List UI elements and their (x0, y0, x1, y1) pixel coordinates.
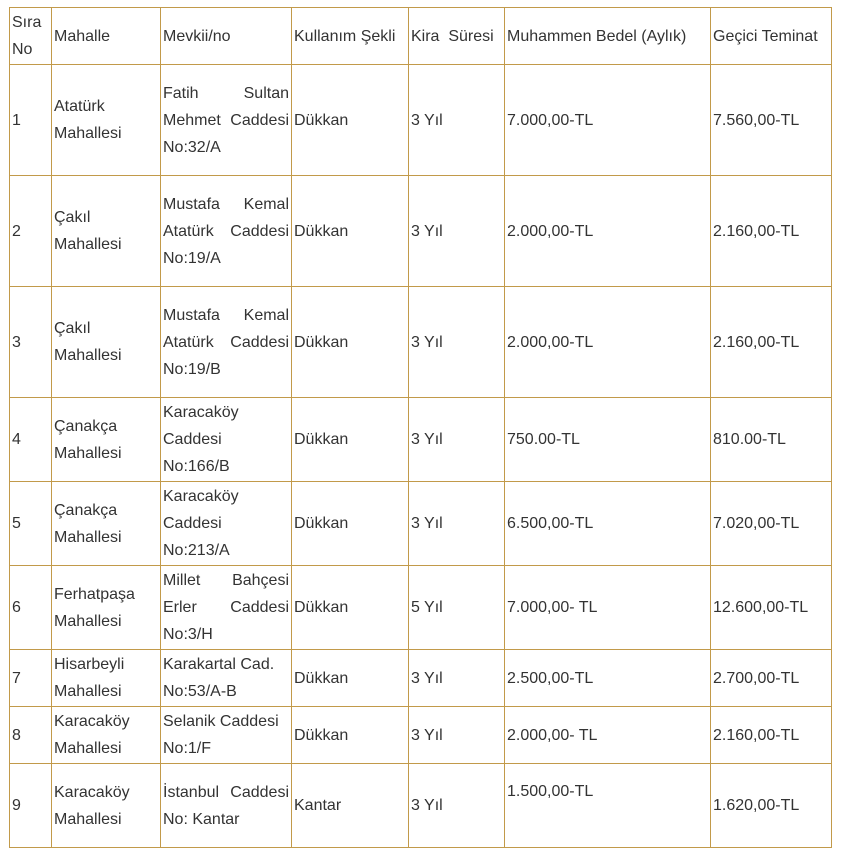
cell-muhammen-bedel: 1.500,00-TL (505, 764, 711, 848)
cell-kullanim-sekli: Dükkan (292, 566, 409, 650)
cell-sira-no: 6 (10, 566, 52, 650)
cell-sira-no: 7 (10, 650, 52, 707)
cell-gecici-teminat: 810.00-TL (711, 398, 832, 482)
cell-mevkii: Mustafa Kemal Atatürk Caddesi No:19/B (161, 287, 292, 398)
cell-kira-suresi: 3 Yıl (409, 65, 505, 176)
cell-kira-suresi: 3 Yıl (409, 287, 505, 398)
cell-kullanim-sekli: Dükkan (292, 650, 409, 707)
cell-kullanim-sekli: Dükkan (292, 707, 409, 764)
cell-muhammen-bedel: 750.00-TL (505, 398, 711, 482)
table-row (10, 287, 832, 398)
cell-kullanim-sekli: Dükkan (292, 176, 409, 287)
cell-gecici-teminat: 1.620,00-TL (711, 764, 832, 848)
header-cell-mevkii: Mevkii/no (161, 8, 292, 65)
cell-mevkii: Karacaköy Caddesi No:166/B (161, 398, 292, 482)
cell-muhammen-bedel: 7.000,00-TL (505, 65, 711, 176)
cell-mahalle: Ferhatpaşa Mahallesi (52, 566, 161, 650)
header-cell-sira-no: Sıra No (10, 8, 52, 65)
cell-sira-no: 9 (10, 764, 52, 848)
cell-kira-suresi: 3 Yıl (409, 707, 505, 764)
cell-muhammen-bedel: 2.000,00-TL (505, 287, 711, 398)
cell-kullanim-sekli: Dükkan (292, 65, 409, 176)
cell-sira-no: 8 (10, 707, 52, 764)
header-cell-muhammen-bedel: Muhammen Bedel (Aylık) (505, 8, 711, 65)
cell-gecici-teminat: 7.560,00-TL (711, 65, 832, 176)
table-row (10, 650, 832, 707)
header-cell-kira-suresi: Kira Süresi (409, 8, 505, 65)
cell-kira-suresi: 3 Yıl (409, 176, 505, 287)
cell-kira-suresi: 3 Yıl (409, 482, 505, 566)
cell-kira-suresi: 3 Yıl (409, 398, 505, 482)
cell-muhammen-bedel: 2.500,00-TL (505, 650, 711, 707)
cell-sira-no: 1 (10, 65, 52, 176)
cell-mahalle: Hisarbeyli Mahallesi (52, 650, 161, 707)
cell-mahalle: Atatürk Mahallesi (52, 65, 161, 176)
cell-kira-suresi: 3 Yıl (409, 650, 505, 707)
table-row (10, 65, 832, 176)
table-row (10, 764, 832, 848)
cell-mahalle: Çanakça Mahallesi (52, 398, 161, 482)
cell-mevkii: İstanbul Caddesi No: Kantar (161, 764, 292, 848)
cell-kullanim-sekli: Dükkan (292, 398, 409, 482)
cell-mahalle: Çanakça Mahallesi (52, 482, 161, 566)
cell-mahalle: Çakıl Mahallesi (52, 176, 161, 287)
cell-mevkii: Selanik Caddesi No:1/F (161, 707, 292, 764)
cell-muhammen-bedel: 6.500,00-TL (505, 482, 711, 566)
cell-mahalle: Karacaköy Mahallesi (52, 764, 161, 848)
cell-sira-no: 2 (10, 176, 52, 287)
cell-mevkii: Fatih Sultan Mehmet Caddesi No:32/A (161, 65, 292, 176)
cell-muhammen-bedel: 7.000,00- TL (505, 566, 711, 650)
cell-mahalle: Çakıl Mahallesi (52, 287, 161, 398)
header-cell-mahalle: Mahalle (52, 8, 161, 65)
header-row (10, 8, 832, 65)
table-row (10, 398, 832, 482)
cell-gecici-teminat: 2.160,00-TL (711, 707, 832, 764)
cell-kullanim-sekli: Dükkan (292, 287, 409, 398)
cell-kira-suresi: 3 Yıl (409, 764, 505, 848)
rental-tender-table (9, 7, 832, 848)
cell-gecici-teminat: 12.600,00-TL (711, 566, 832, 650)
cell-sira-no: 3 (10, 287, 52, 398)
cell-mahalle: Karacaköy Mahallesi (52, 707, 161, 764)
cell-mevkii: Karacaköy Caddesi No:213/A (161, 482, 292, 566)
cell-gecici-teminat: 2.160,00-TL (711, 176, 832, 287)
table-row (10, 176, 832, 287)
cell-kullanim-sekli: Kantar (292, 764, 409, 848)
cell-gecici-teminat: 7.020,00-TL (711, 482, 832, 566)
cell-gecici-teminat: 2.160,00-TL (711, 287, 832, 398)
cell-mevkii: Millet Bahçesi Erler Caddesi No:3/H (161, 566, 292, 650)
cell-gecici-teminat: 2.700,00-TL (711, 650, 832, 707)
table-row (10, 482, 832, 566)
table-row (10, 707, 832, 764)
table-row (10, 566, 832, 650)
cell-mevkii: Karakartal Cad. No:53/A-B (161, 650, 292, 707)
cell-kullanim-sekli: Dükkan (292, 482, 409, 566)
header-cell-kullanim-sekli: Kullanım Şekli (292, 8, 409, 65)
cell-kira-suresi: 5 Yıl (409, 566, 505, 650)
cell-muhammen-bedel: 2.000,00- TL (505, 707, 711, 764)
cell-muhammen-bedel: 2.000,00-TL (505, 176, 711, 287)
header-cell-gecici-teminat: Geçici Teminat (711, 8, 832, 65)
cell-sira-no: 4 (10, 398, 52, 482)
cell-mevkii: Mustafa Kemal Atatürk Caddesi No:19/A (161, 176, 292, 287)
cell-sira-no: 5 (10, 482, 52, 566)
